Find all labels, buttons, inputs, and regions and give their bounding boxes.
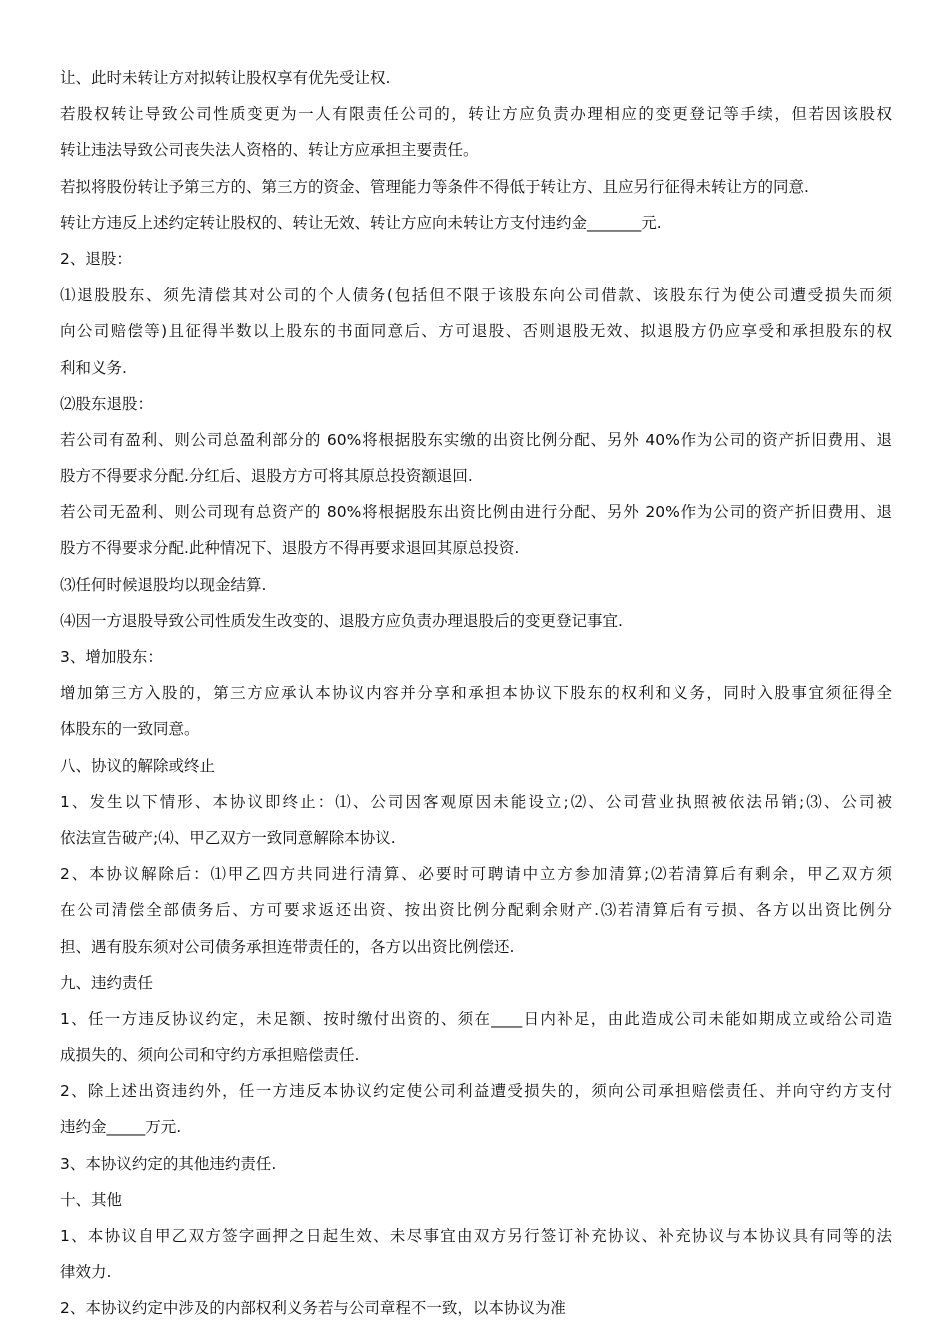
text-line: ⑵股东退股：: [60, 394, 154, 413]
text-line: 股方不得要求分配.此种情况下、退股方不得再要求退回其原总投资.: [60, 539, 520, 558]
text-line: 1、任一方违反协议约定，未足额、按时缴付出资的、须在____日内补足，由此造成公司未能如期成立或给公司造: [60, 1009, 892, 1028]
text-line: 1、本协议自甲乙双方签字画押之日起生效、未尽事宜由双方另行签订补充协议、补充协议与本协议具有同等的法: [60, 1227, 892, 1245]
text-line: 成损失的、须向公司和守约方承担赔偿责任.: [60, 1046, 360, 1065]
text-line: 十、其他: [60, 1190, 123, 1209]
text-line: 依法宣告破产;⑷、甲乙双方一致同意解除本协议.: [60, 828, 396, 847]
text-line: 2、本协议解除后：⑴甲乙四方共同进行清算、必要时可聘请中立方参加清算;⑵若清算后有剩余，甲乙双方须: [60, 865, 892, 884]
document-page: [60, 60, 892, 1327]
text-line: 若公司无盈利、则公司现有总资产的 80%将根据股东出资比例由进行分配、另外 20%作为公司的资产折旧费用、退: [60, 503, 892, 522]
text-line: ⑷因一方退股导致公司性质发生改变的、退股方应负责办理退股后的变更登记事宜.: [60, 611, 623, 630]
text-line: 向公司赔偿等)且征得半数以上股东的书面同意后、方可退股、否则退股无效、拟退股方仍应享受和承担股东的权: [60, 322, 892, 341]
text-line: 1、发生以下情形、本协议即终止：⑴、公司因客观原因未能设立;⑵、公司营业执照被依法吊销;⑶、公司被: [60, 792, 892, 811]
text-line: ⑶任何时候退股均以现金结算.: [60, 575, 267, 594]
text-line: 违约金_____万元.: [60, 1118, 182, 1137]
text-line: 转让违法导致公司丧失法人资格的、转让方应承担主要责任。: [60, 141, 479, 160]
text-line: 律效力.: [60, 1263, 112, 1282]
text-line: 若拟将股份转让予第三方的、第三方的资金、管理能力等条件不得低于转让方、且应另行征得未转让方的同意.: [60, 177, 809, 196]
text-line: 若股权转让导致公司性质变更为一人有限责任公司的，转让方应负责办理相应的变更登记等手续，但若因该股权: [60, 105, 892, 124]
text-line: 2、退股：: [60, 249, 132, 268]
text-line: 八、协议的解除或终止: [60, 756, 216, 775]
text-line: 利和义务.: [60, 358, 127, 377]
text-line: 转让方违反上述约定转让股权的、转让无效、转让方应向未转让方支付违约金_______元.: [60, 213, 662, 232]
text-line: 3、增加股东：: [60, 648, 163, 666]
text-line: 让、此时未转让方对拟转让股权享有优先受让权.: [60, 69, 391, 87]
text-line: 九、违约责任: [60, 973, 154, 992]
text-line: 2、本协议约定中涉及的内部权利义务若与公司章程不一致，以本协议为准: [60, 1299, 566, 1318]
text-line: 若公司有盈利、则公司总盈利部分的 60%将根据股东实缴的出资比例分配、另外 40%作为公司的资产折旧费用、退: [60, 430, 892, 449]
text-line: 担、遇有股东须对公司债务承担连带责任的，各方以出资比例偿还.: [60, 937, 515, 956]
text-line: 股方不得要求分配.分红后、退股方方可将其原总投资额退回.: [60, 467, 473, 486]
text-line: 在公司清偿全部债务后、方可要求返还出资、按出资比例分配剩余财产.⑶若清算后有亏损、各方以出资比例分: [60, 901, 892, 920]
text-line: 2、除上述出资违约外，任一方违反本协议约定使公司利益遭受损失的，须向公司承担赔偿责任、并向守约方支付: [60, 1082, 892, 1101]
text-line: 体股东的一致同意。: [60, 720, 200, 739]
text-line: ⑴退股股东、须先清偿其对公司的个人债务(包括但不限于该股东向公司借款、该股东行为使公司遭受损失而须: [60, 286, 892, 305]
text-line: 3、本协议约定的其他违约责任.: [60, 1154, 277, 1173]
text-line: 增加第三方入股的，第三方应承认本协议内容并分享和承担本协议下股东的权利和义务，同时入股事宜须征得全: [60, 684, 892, 703]
